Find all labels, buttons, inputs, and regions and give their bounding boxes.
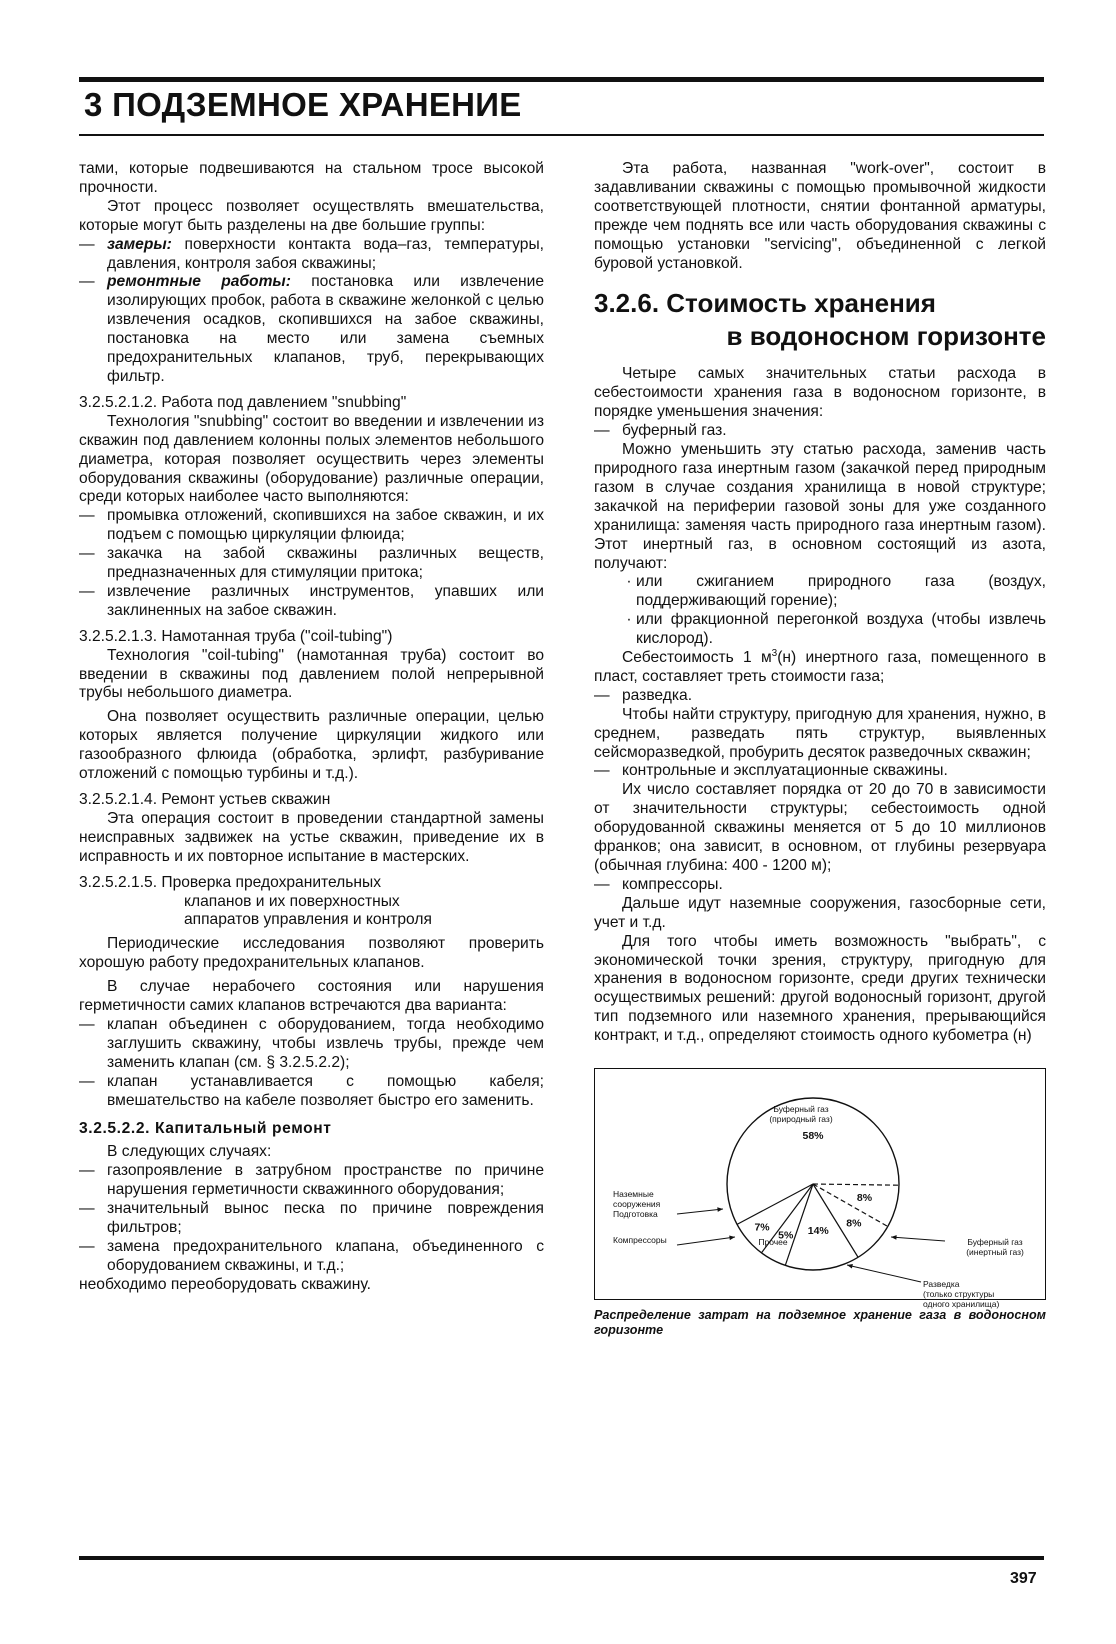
paragraph: Для того чтобы иметь возможность "выбрать", с экономической точки зрения, структуру, пригодную для хранения в водоносном горизонте, среди других технически осуществимых решений: другой водоносный горизонт, другой тип подземного или наземного хранения, прерывающийся контракт, и т.д., определяют стоимость одного кубометра (н) [594,932,1046,1045]
leader-line [677,1209,723,1214]
paragraph: Периодические исследования позволяют проверить хорошую работу предохранительных клапанов. [79,935,544,972]
list-item: — извлечение различных инструментов, упавших или заклиненных на забое скважин. [79,582,544,619]
bullet-item: · или фракционной перегонкой воздуха (чтобы извлечь кислород). [626,611,1046,648]
bullet-item: · или сжиганием природного газа (воздух, поддерживающий горение); [626,573,1046,610]
leader-arrowhead [729,1236,735,1241]
paragraph: необходимо переоборудовать скважину. [79,1275,371,1293]
figure-caption: Распределение затрат на подземное хранение газа в водоносном горизонте [594,1308,1046,1338]
header-rule [79,134,1044,136]
pie-slice-label: сооружения [613,1199,661,1210]
pie-slice-label: Разведка [923,1279,960,1290]
subsection-heading: 3.2.5.2.1.4. Ремонт устьев скважин [79,791,331,808]
term: замеры: [107,235,172,253]
subsection-heading: 3.2.5.2.1.2. Работа под давлением "snubbing" [79,393,407,411]
bottom-rule [79,1556,1044,1560]
top-rule [79,77,1044,82]
list-item: — промывка отложений, скопившихся на забое скважин, и их подъем с помощью циркуляции флюида; [79,507,544,544]
pie-slice-label: (только структуры [923,1289,995,1300]
pie-slice-label: (инертный газ) [966,1247,1024,1258]
list-item: — газопроявление в затрубном пространстве по причине нарушения герметичности скважинного оборудования; [79,1162,544,1199]
list-item: — разведка. [594,686,693,704]
leader-line [847,1265,921,1282]
leader-line [677,1237,735,1245]
paragraph: Этот процесс позволяет осуществлять вмешательства, которые могут быть разделены на две большие группы: [79,197,544,234]
page-number: 397 [1010,1570,1037,1587]
leader-line [891,1237,945,1241]
list-item: — замеры: поверхности контакта вода–газ, температуры, давления, контроля забоя скважины; [79,235,544,272]
leader-arrowhead [847,1264,853,1269]
pie-slice-label: одного хранилища) [923,1299,1000,1310]
pie-slice-label: (природный газ) [769,1114,833,1125]
leader-arrowhead [891,1235,897,1240]
pie-pct-label: 5% [778,1229,794,1242]
list-item: — контрольные и эксплуатационные скважины. [594,762,948,780]
pie-slice-label: Прочее [758,1237,788,1248]
paragraph: Технология "coil-tubing" (намотанная труба) состоит во введении в скважины под давлением полой непрерывной трубы небольшого диаметра. [79,646,544,702]
section-heading: 3.2.6. Стоимость хранения в водоносном горизонте [594,288,1046,352]
list-item: — компрессоры. [594,875,723,893]
pie-pct-label: 8% [856,1192,873,1205]
list-item-text: поверхности контакта вода–газ, температуры, давления, контроля забоя скважины; [107,235,544,272]
pie-pct-label: 14% [807,1225,829,1238]
list-item-text: постановка или извлечение изолирующих пробок, работа в скважине желонкой с целью извлечения осадков, скопившихся на забое скважины, постановка на место или замена съемных предохранительных клапанов, труб, перекрывающих фильтр. [107,273,544,385]
paragraph: Себестоимость 1 $м^3(н)$ инертного газа, помещенного в пласт, составляет треть стоимости газа; [594,647,1046,685]
paragraph: Чтобы найти структуру, пригодную для хранения, нужно, в среднем, разведать пять структур, выявленных сейсморазведкой, пробурить десяток разведочных скважин; [594,705,1046,761]
page-header-title: 3 ПОДЗЕМНОЕ ХРАНЕНИЕ [84,86,522,123]
pie-slice-1 [813,1184,899,1185]
paragraph: Можно уменьшить эту статью расхода, заменив часть природного газа инертным газом (закачкой перед природным газом в случае создания хранилища в новой структуре; закачкой на периферии газовой зоны для уже созданного хранилища: заменяя часть природного газа инертным газом). Этот инертный газ, в основном состоящий из азота, получают: [594,441,1046,572]
pie-chart-figure [594,1068,1046,1310]
pie-slice-label: Буферный газ [967,1237,1023,1248]
list-item: — буферный газ. [594,422,727,440]
left-column [79,160,544,1295]
paragraph: В следующих случаях: [107,1143,272,1161]
subsection-heading: 3.2.5.2.1.5. Проверка предохранительных клапанов и их поверхностных аппаратов управления и контроля [79,873,432,929]
paragraph: Дальше идут наземные сооружения, газосборные сети, учет и т.д. [594,894,1046,931]
paragraph: Эта работа, названная "work-over", состоит в задавливании скважины с помощью промывочной жидкости соответствующей плотности, снятии фонтанной арматуры, прежде чем поднять все или часть оборудования скважины с помощью установки "servicing", объединенной с легкой буровой установкой. [594,160,1046,272]
paragraph: Четыре самых значительных статьи расхода в себестоимости хранения газа в водоносном горизонте, в порядке уменьшения значения: [594,365,1046,421]
paragraph: В случае нерабочего состояния или нарушения герметичности самих клапанов встречаются два варианта: [79,978,544,1015]
list-item: — ремонтные работы: постановка или извлечение изолирующих пробок, работа в скважине желонкой с целью извлечения осадков, скопившихся на забое скважины, постановка на место или замена съемных предохранительных клапанов, труб, перекрывающих фильтр. [79,273,544,385]
leader-arrowhead [717,1207,723,1212]
list-item: — клапан устанавливается с помощью кабеля; вмешательство на кабеле позволяет быстро его заменить. [79,1072,544,1109]
pie-slice-label: Компрессоры [613,1235,667,1246]
pie-slice-label: Буферный газ [773,1104,829,1115]
list-item: — закачка на забой скважины различных веществ, предназначенных для стимуляции притока; [79,545,544,582]
pie-pct-label: 7% [754,1221,770,1234]
pie-pct-label: 8% [846,1217,862,1230]
list-item: — замена предохранительного клапана, объединенного с оборудованием скважины, и т.д.; [79,1237,544,1274]
pie-slice-label: Наземные [613,1189,654,1200]
pie-pct-label: 58% [802,1130,824,1143]
subsection-heading: 3.2.5.2.2. Капитальный ремонт [79,1119,332,1137]
paragraph: Их число составляет порядка от 20 до 70 в зависимости от значительности структуры; себестоимость одной оборудованной скважины меняется от 5 до 10 миллионов франков; она зависит, в основном, от глубины резервуара (обычная глубина: 400 - 1200 м); [594,781,1046,874]
pie-chart [595,1069,1045,1310]
term: ремонтные работы: [107,273,291,291]
paragraph: Она позволяет осуществить различные операции, целью которых является получение циркуляции жидкого или газообразного флюида (обработка, эрлифт, разбуривание отложений с помощью турбины и т.д.). [79,708,544,783]
paragraph: Технология "snubbing" состоит во введении и извлечении из скважин под давлением колонны полых элементов небольшого диаметра, которая позволяет осуществить через элементы оборудования скважины (оборудование) различные операции, среди которых наиболее часто выполняются: [79,412,544,506]
paragraph: тами, которые подвешиваются на стальном тросе высокой прочности. [79,160,544,196]
right-column [594,160,1046,1338]
pie-slice-label: Подготовка [613,1209,658,1220]
subsection-heading: 3.2.5.2.1.3. Намотанная труба ("coil-tubing") [79,627,393,645]
list-item: — значительный вынос песка по причине повреждения фильтров; [79,1200,544,1237]
list-item: — клапан объединен с оборудованием, тогда необходимо заглушить скважину, чтобы извлечь трубы, прежде чем заменить клапан (см. § 3.2.5.2.2); [79,1015,544,1071]
paragraph: Эта операция состоит в проведении стандартной замены неисправных задвижек на устье скважин, приведение их в исправность и их повторное испытание в мастерских. [79,809,544,865]
